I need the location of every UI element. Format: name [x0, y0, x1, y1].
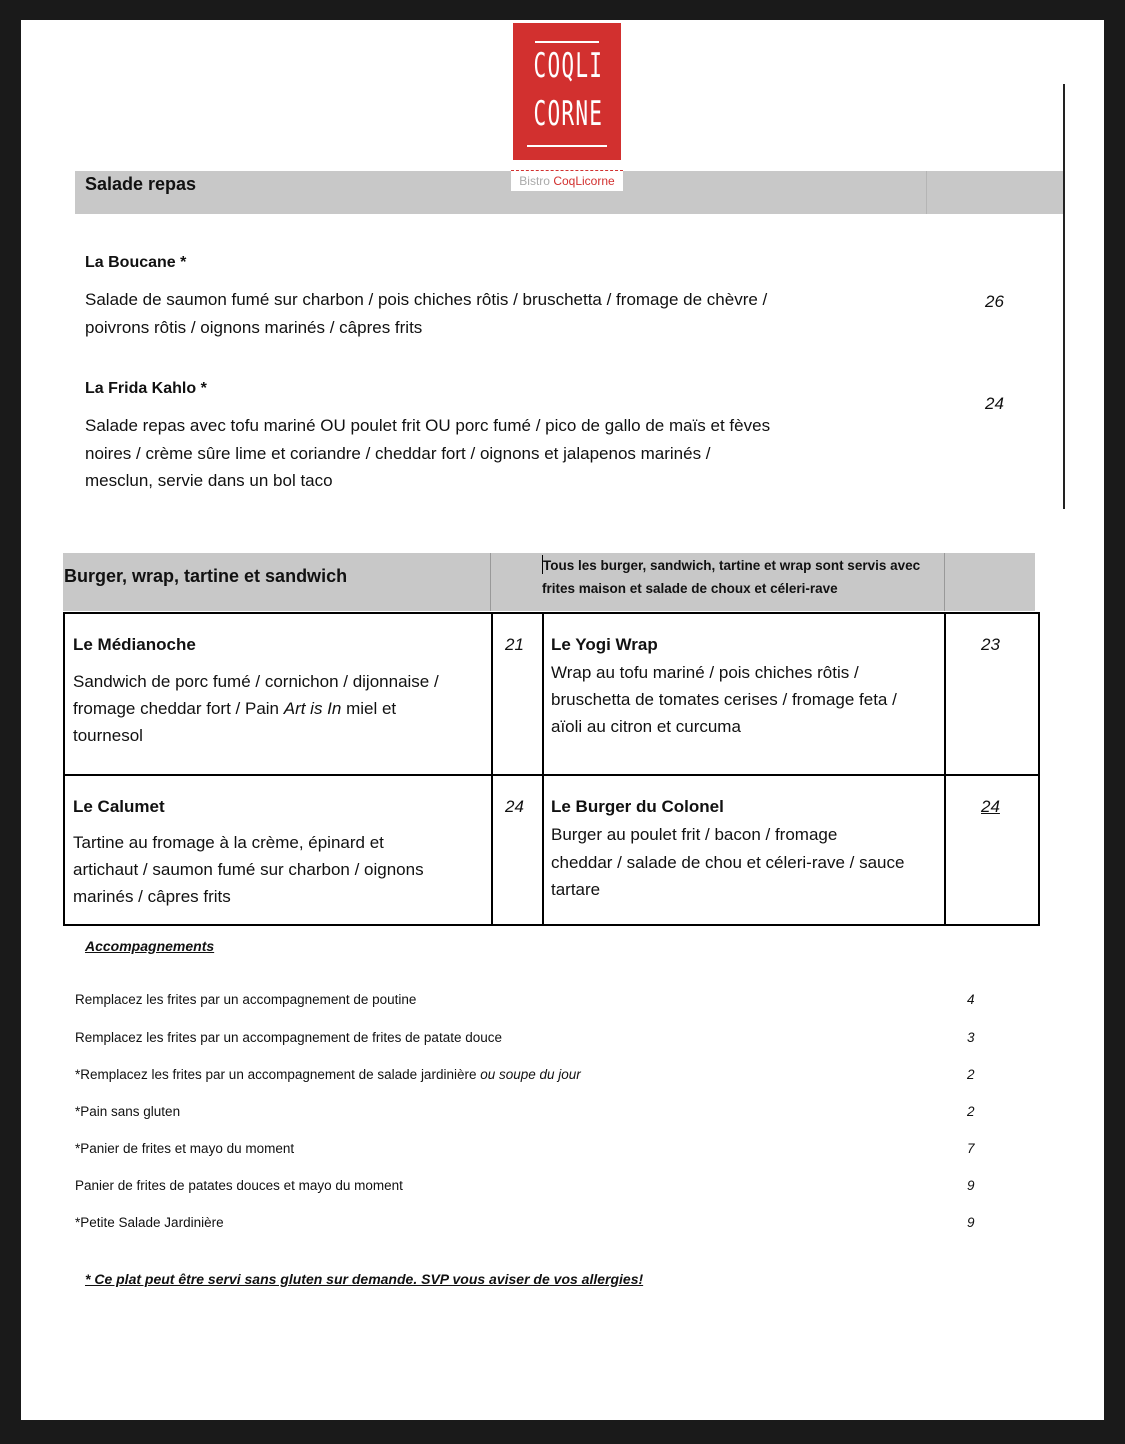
burger-header-divider: [944, 553, 945, 611]
accompagnement-price: 7: [967, 1141, 975, 1156]
burger-item-description: [551, 659, 941, 740]
burger-note: [542, 554, 942, 600]
desc-line: marinés / câpres frits: [73, 887, 231, 906]
accompagnement-price: 9: [967, 1178, 975, 1193]
accompagnement-label: *Pain sans gluten: [75, 1104, 181, 1119]
logo-line-1: COQLI: [533, 46, 604, 86]
accompagnement-price: 3: [967, 1030, 975, 1045]
burger-header-divider: [490, 553, 491, 611]
accompagnement-label: *Panier de frites et mayo du moment: [75, 1141, 295, 1156]
desc-line: artichaut / saumon fumé sur charbon / oignons: [73, 860, 424, 879]
item-description: [85, 412, 770, 495]
desc-line: poivrons rôtis / oignons marinés / câpres frits: [85, 317, 423, 337]
right-rule: [1063, 84, 1065, 509]
table-vline: [542, 614, 544, 924]
burger-item-price: 24: [505, 797, 524, 816]
desc-line: Sandwich de porc fumé / cornichon / dijonnaise /: [73, 672, 439, 691]
desc-line: Wrap au tofu mariné / pois chiches rôtis /: [551, 663, 859, 682]
allergy-footnote: * Ce plat peut être servi sans gluten sur demande. SVP vous aviser de vos allergies!: [85, 1271, 644, 1287]
salade-header-divider: [926, 171, 927, 214]
menu-page: [21, 20, 1104, 1420]
burger-item-description: [551, 821, 941, 904]
logo-line-2: CORNE: [533, 94, 604, 134]
burger-item-name: Le Yogi Wrap: [551, 635, 658, 654]
burger-item-name: Le Médianoche: [73, 635, 196, 654]
accompagnement-row: [75, 1067, 975, 1087]
burger-item-price: 23: [981, 635, 1000, 654]
accompagnement-price: 4: [967, 992, 975, 1007]
accompagnement-price: 9: [967, 1215, 975, 1230]
burger-item-name: Le Burger du Colonel: [551, 797, 724, 816]
accompagnement-label: *Petite Salade Jardinière: [75, 1215, 224, 1230]
item-price: 26: [985, 292, 1004, 311]
desc-line: Salade repas avec tofu mariné OU poulet frit OU porc fumé / pico de gallo de maïs et fèves: [85, 416, 771, 435]
desc-line: noires / crème sûre lime et coriandre / cheddar fort / oignons et jalapenos marinés /: [85, 443, 711, 463]
accompagnement-label-italic: ou soupe du jour: [480, 1067, 581, 1082]
logo-subtitle: [511, 170, 623, 191]
logo-subtitle-brand: CoqLicorne: [553, 174, 615, 188]
accompagnement-label: Remplacez les frites par un accompagnement de frites de patate douce: [75, 1030, 502, 1045]
desc-line: Burger au poulet frit / bacon / fromage: [551, 825, 838, 844]
accompagnements-title: Accompagnements: [85, 938, 215, 954]
logo-bar-top: [535, 41, 599, 43]
logo: [513, 23, 621, 160]
table-hline: [65, 774, 1038, 776]
accompagnement-row: [75, 1104, 975, 1124]
accompagnement-row: [75, 1215, 975, 1235]
item-price: 24: [985, 394, 1004, 413]
note-line: Tous les burger, sandwich, tartine et wrap sont servis avec: [543, 558, 921, 573]
burger-item-name: Le Calumet: [73, 797, 165, 816]
accompagnement-row: [75, 992, 975, 1012]
table-vline: [491, 614, 493, 924]
desc-line: tournesol: [73, 726, 143, 745]
burger-section-title: Burger, wrap, tartine et sandwich: [64, 566, 348, 586]
accompagnement-label: Panier de frites de patates douces et mayo du moment: [75, 1178, 403, 1193]
accompagnement-price: 2: [967, 1104, 975, 1119]
accompagnement-row: [75, 1178, 975, 1198]
accompagnement-price: 2: [967, 1067, 975, 1082]
accompagnement-row: [75, 1141, 975, 1161]
logo-subtitle-prefix: Bistro: [519, 174, 554, 188]
item-description: [85, 286, 767, 341]
desc-line: mesclun, servie dans un bol taco: [85, 471, 333, 490]
desc-line: bruschetta de tomates cerises / fromage feta /: [551, 690, 897, 709]
desc-line: aïoli au citron et curcuma: [551, 717, 741, 736]
desc-line: cheddar / salade de chou et céleri-rave / sauce: [551, 852, 905, 872]
desc-line: fromage cheddar fort / Pain Art is In miel et: [73, 699, 397, 718]
logo-bar-bottom: [527, 145, 607, 147]
burger-item-description: [73, 668, 483, 749]
burger-item-price: 21: [505, 635, 524, 654]
accompagnement-row: [75, 1030, 975, 1050]
item-name: La Boucane *: [85, 254, 187, 271]
bread-brand: Art is In: [283, 699, 342, 718]
desc-line: Tartine au fromage à la crème, épinard et: [73, 833, 384, 852]
accompagnement-label: Remplacez les frites par un accompagnement de poutine: [75, 992, 417, 1007]
note-line: frites maison et salade de choux et céleri-rave: [542, 581, 838, 596]
table-vline: [944, 614, 946, 924]
salade-section-title: Salade repas: [85, 174, 197, 194]
item-name: La Frida Kahlo *: [85, 380, 207, 397]
burger-item-description: [73, 829, 483, 910]
desc-line: tartare: [551, 880, 601, 899]
desc-line: Salade de saumon fumé sur charbon / pois chiches rôtis / bruschetta / fromage de chèvre /: [85, 290, 768, 309]
accompagnement-label: *Remplacez les frites par un accompagnement de salade jardinière: [75, 1067, 481, 1082]
burger-item-price: 24: [981, 797, 1000, 816]
